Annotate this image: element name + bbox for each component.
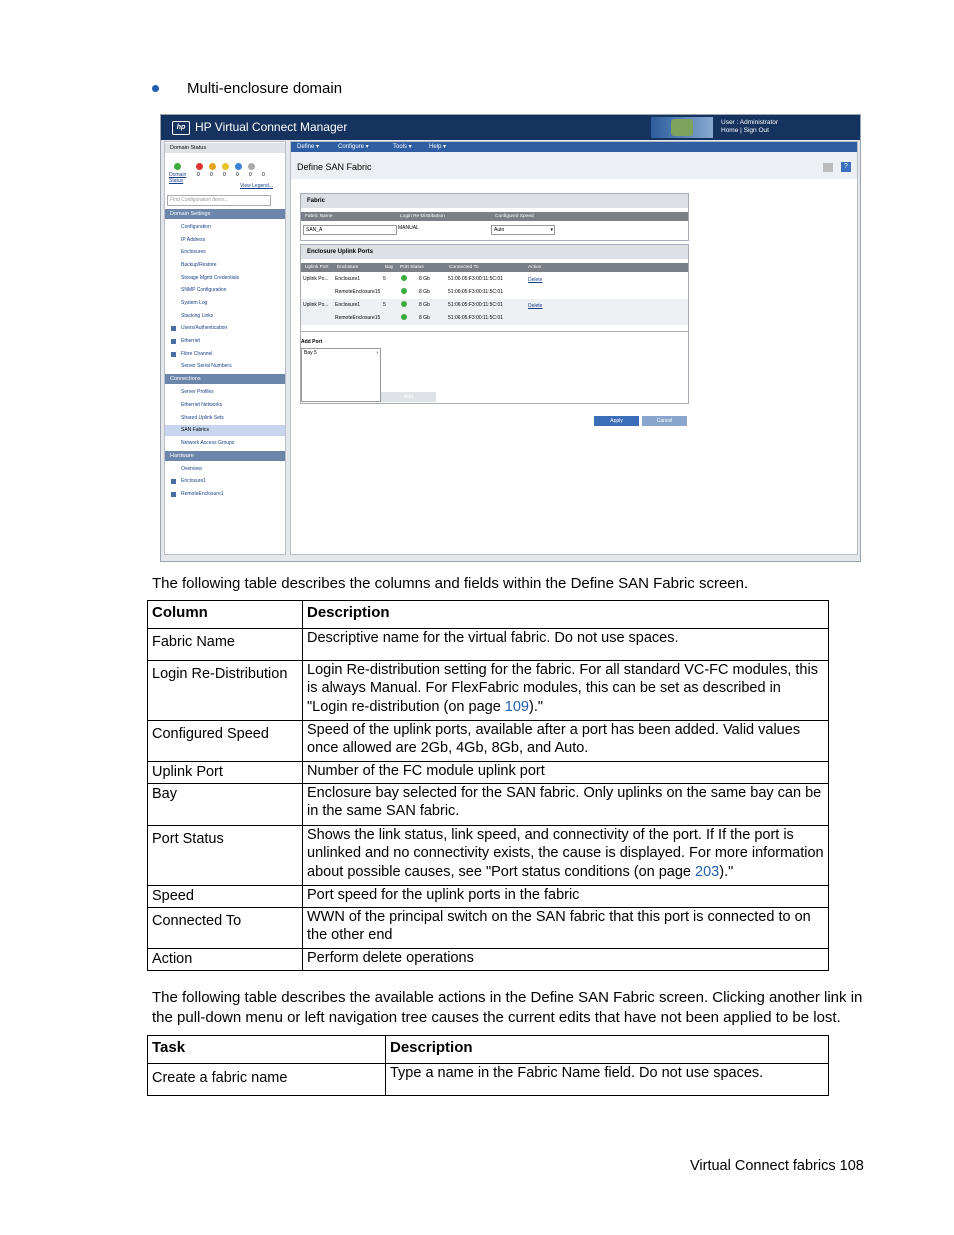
intro-paragraph-2-line-1: The following table describes the available actions in the Define SAN Fabric screen. Clicking another link in: [152, 989, 863, 1006]
intro-paragraph-2-line-2: the pull-down menu or left navigation tree causes the current edits that have not been applied to be lost.: [152, 1009, 841, 1026]
menu-configure[interactable]: Configure ▾: [338, 144, 369, 150]
house-icon: [671, 119, 693, 136]
uplink-cell-enc: RemoteEnclosure15: [335, 289, 381, 295]
app-title: HP Virtual Connect Manager: [195, 120, 348, 134]
uplink-cell-speed: 8 Gb: [419, 276, 430, 282]
page-title-bar: [291, 152, 857, 179]
bullet-text: Multi-enclosure domain: [187, 80, 343, 97]
expand-icon[interactable]: [171, 479, 176, 484]
col-login-redistribution: Login Re-Distribution: [400, 214, 445, 219]
table-row: [148, 885, 829, 907]
domain-status-bar: Domain Status: [165, 143, 285, 153]
description-text: Shows the link status, link speed, and connectivity of the port. If If the port is unlinked and no connectivity exists, the cause is displayed. For more information about possible causes, see "Port status conditions (on page: [307, 826, 824, 880]
nav-server-profiles[interactable]: Server Profiles: [181, 389, 214, 395]
expand-icon[interactable]: [171, 339, 176, 344]
uplink-cell-port: Uplink Po...: [303, 276, 329, 282]
delete-link[interactable]: Delete: [528, 277, 543, 283]
hardware-header[interactable]: Hardware: [165, 451, 285, 461]
nav-users-auth[interactable]: Users/Authentication: [181, 325, 228, 331]
table-header-row: [148, 1036, 829, 1064]
columns-table: [147, 600, 829, 971]
hp-logo: hp: [172, 121, 190, 135]
expand-icon[interactable]: [171, 492, 176, 497]
table-row: [148, 761, 829, 783]
description-cell: Number of the FC module uplink port: [303, 761, 829, 783]
delete-link[interactable]: Delete: [528, 303, 543, 309]
add-button[interactable]: Add: [381, 392, 436, 402]
fabric-panel-title: Fabric: [301, 194, 688, 208]
expand-icon[interactable]: [171, 352, 176, 357]
column-name-cell: Speed: [148, 885, 303, 907]
bullet-dot: [152, 85, 159, 92]
link-ok-icon: [401, 314, 407, 320]
major-icon[interactable]: [209, 163, 216, 170]
domain-settings-header[interactable]: Domain Settings: [165, 209, 285, 219]
uplink-cell-bay: 5: [383, 302, 386, 308]
vcm-screenshot: [160, 114, 861, 562]
description-cell: [303, 825, 829, 885]
uplink-cell-enc: RemoteEnclosure15: [335, 315, 381, 321]
uplink-cell-bay: 5: [383, 276, 386, 282]
table-row: [148, 720, 829, 761]
help-icon[interactable]: ?: [841, 162, 851, 172]
table-row: [148, 1063, 829, 1095]
header-task: Task: [148, 1036, 386, 1064]
nav-ethernet-networks[interactable]: Ethernet Networks: [181, 402, 223, 408]
nav-ip-address[interactable]: IP Address: [181, 237, 206, 243]
col-enclosure: Enclosure: [337, 265, 359, 270]
count-major: 0: [210, 172, 213, 178]
speed-value: Auto: [494, 227, 505, 233]
col-uplink-port: Uplink Port: [305, 265, 329, 270]
description-cell: [303, 660, 829, 720]
uplink-cell-wwn: 51:06:05:F3:00:11:5C:01: [448, 302, 503, 308]
count-minor: 0: [223, 172, 226, 178]
nav-shared-uplink-sets[interactable]: Shared Uplink Sets: [181, 415, 224, 421]
page-title: Define SAN Fabric: [297, 162, 372, 172]
col-bay: Bay: [385, 265, 394, 270]
col-fabric-name: Fabric Name: [305, 214, 333, 219]
ok-icon[interactable]: [174, 163, 181, 170]
page-reference-link[interactable]: 203: [695, 863, 720, 880]
table-row: [148, 628, 829, 660]
description-text-end: ).": [719, 863, 734, 880]
uplink-cell-wwn: 51:06:05:F3:00:11:5C:01: [448, 276, 503, 282]
intro-paragraph-1: The following table describes the columns and fields within the Define SAN Fabric screen.: [152, 575, 749, 592]
column-name-cell: Login Re-Distribution: [148, 660, 303, 720]
cancel-button[interactable]: Cancel: [642, 416, 687, 426]
table-row: [148, 825, 829, 885]
col-configured-speed: Configured Speed: [495, 214, 534, 219]
link-ok-icon: [401, 288, 407, 294]
col-connected-to: Connected To: [449, 265, 479, 270]
uplink-panel: [300, 244, 689, 332]
bay-option[interactable]: Bay 5: [304, 350, 317, 356]
uplink-cell-wwn: 51:06:05:F3:00:11:5C:01: [448, 315, 503, 321]
col-port-status: Port Status: [400, 265, 424, 270]
header-graphic: [651, 117, 713, 138]
nav-configuration[interactable]: Configuration: [181, 224, 211, 230]
view-legend-link[interactable]: View Legend...: [240, 183, 273, 189]
header-description: Description: [303, 601, 829, 629]
home-signout-links[interactable]: Home | Sign Out: [721, 127, 769, 134]
user-info: [721, 119, 778, 135]
col-action: Action: [528, 265, 542, 270]
chevron-down-icon: ▾: [550, 227, 553, 233]
nav-backup-restore[interactable]: Backup/Restore: [181, 262, 217, 268]
uplink-cell-wwn: 51:06:05:F3:00:11:5C:01: [448, 289, 503, 295]
uplink-row: [301, 299, 688, 312]
login-value: MANUAL: [398, 225, 419, 231]
left-nav: [164, 141, 286, 555]
nav-remote-enclosure1[interactable]: RemoteEnclosure1: [181, 491, 224, 497]
nav-storage-mgmt[interactable]: Storage Mgmt Credentials: [181, 275, 240, 281]
uplink-row: [301, 273, 688, 286]
main-area: [290, 141, 858, 555]
header-column: Column: [148, 601, 303, 629]
column-name-cell: Action: [148, 948, 303, 970]
description-cell: Enclosure bay selected for the SAN fabric. Only uplinks on the same bay can be in the same SAN fabric.: [303, 783, 829, 825]
critical-icon[interactable]: [196, 163, 203, 170]
page-footer: Virtual Connect fabrics 108: [690, 1158, 864, 1174]
uplink-cell-port: Uplink Po...: [303, 302, 329, 308]
nav-enclosure1[interactable]: Enclosure1: [181, 478, 207, 484]
print-icon[interactable]: [823, 163, 833, 172]
nav-enclosures[interactable]: Enclosures: [181, 249, 206, 255]
description-cell: WWN of the principal switch on the SAN fabric that this port is connected to on the other end: [303, 907, 829, 948]
add-port-label: Add Port: [301, 339, 323, 345]
column-name-cell: Connected To: [148, 907, 303, 948]
uplink-row: [301, 312, 688, 325]
fabric-panel: [300, 193, 689, 241]
uplink-cell-speed: 8 Gb: [419, 289, 430, 295]
column-name-cell: Bay: [148, 783, 303, 825]
count-info: 0: [249, 172, 252, 178]
status-link[interactable]: Status: [169, 178, 184, 184]
fabric-name-input[interactable]: SAN_A: [303, 225, 397, 235]
menu-bar: [291, 142, 857, 152]
nav-system-log[interactable]: System Log: [181, 300, 208, 306]
tasks-table: [147, 1035, 829, 1096]
connections-header[interactable]: Connections: [165, 374, 285, 384]
link-ok-icon: [401, 275, 407, 281]
table-row: [148, 783, 829, 825]
table-row: [148, 907, 829, 948]
speed-select[interactable]: [491, 225, 555, 235]
count-critical: 0: [197, 172, 200, 178]
user-line: User : Administrator: [721, 119, 779, 126]
app-header: [161, 115, 860, 140]
nav-server-serial[interactable]: Server Serial Numbers: [181, 363, 232, 369]
uplink-row: [301, 286, 688, 299]
domain-link[interactable]: Domain: [169, 172, 187, 178]
unknown-icon[interactable]: [248, 163, 255, 170]
uplink-cell-speed: 8 Gb: [419, 302, 430, 308]
bay-list[interactable]: [301, 348, 381, 402]
header-description: Description: [386, 1036, 829, 1064]
count-warning: 0: [236, 172, 239, 178]
description-cell: Port speed for the uplink ports in the fabric: [303, 885, 829, 907]
uplink-panel-title: Enclosure Uplink Ports: [301, 245, 688, 259]
nav-overview[interactable]: Overview: [181, 466, 202, 472]
menu-help[interactable]: Help ▾: [429, 144, 447, 150]
menu-tools[interactable]: Tools ▾: [393, 144, 412, 150]
count-unknown: 0: [262, 172, 265, 178]
menu-define[interactable]: Define ▾: [297, 144, 320, 150]
nav-fibre-channel[interactable]: Fibre Channel: [181, 351, 213, 357]
description-cell: Speed of the uplink ports, available after a port has been added. Valid values once allowed are 2Gb, 4Gb, 8Gb, and Auto.: [303, 720, 829, 761]
description-text-end: ).": [529, 698, 544, 715]
info-icon[interactable]: [235, 163, 242, 170]
column-name-cell: Uplink Port: [148, 761, 303, 783]
nav-san-fabrics[interactable]: SAN Fabrics: [165, 425, 285, 436]
nav-network-access-groups[interactable]: Network Access Groups: [181, 440, 235, 446]
page-reference-link[interactable]: 109: [504, 698, 529, 715]
column-name-cell: Fabric Name: [148, 628, 303, 660]
expand-icon[interactable]: [171, 326, 176, 331]
description-cell: Descriptive name for the virtual fabric. Do not use spaces.: [303, 628, 829, 660]
link-ok-icon: [401, 301, 407, 307]
uplink-cell-speed: 8 Gb: [419, 315, 430, 321]
fabric-col-headers: [301, 212, 688, 221]
uplink-col-headers: [301, 263, 688, 272]
task-cell: Create a fabric name: [148, 1063, 386, 1095]
column-name-cell: Port Status: [148, 825, 303, 885]
nav-snmp[interactable]: SNMP Configuration: [181, 287, 227, 293]
table-header-row: [148, 601, 829, 629]
nav-ethernet[interactable]: Ethernet: [181, 338, 200, 344]
description-cell: Type a name in the Fabric Name field. Do not use spaces.: [386, 1063, 829, 1095]
description-cell: Perform delete operations: [303, 948, 829, 970]
table-row: [148, 660, 829, 720]
description-text: Login Re-distribution setting for the fabric. For all standard VC-FC modules, this is always Manual. For FlexFabric modules, this can be set as described in "Login re-distribution (on page: [307, 661, 818, 715]
find-config-input[interactable]: Find Configuration Items...: [167, 195, 271, 206]
nav-stacking-links[interactable]: Stacking Links: [181, 313, 214, 319]
uplink-cell-enc: Enclosure1: [335, 302, 361, 308]
warning-icon[interactable]: [222, 163, 229, 170]
column-name-cell: Configured Speed: [148, 720, 303, 761]
apply-button[interactable]: Apply: [594, 416, 639, 426]
uplink-cell-enc: Enclosure1: [335, 276, 361, 282]
table-row: [148, 948, 829, 970]
chevron-right-icon: ›: [376, 350, 378, 356]
